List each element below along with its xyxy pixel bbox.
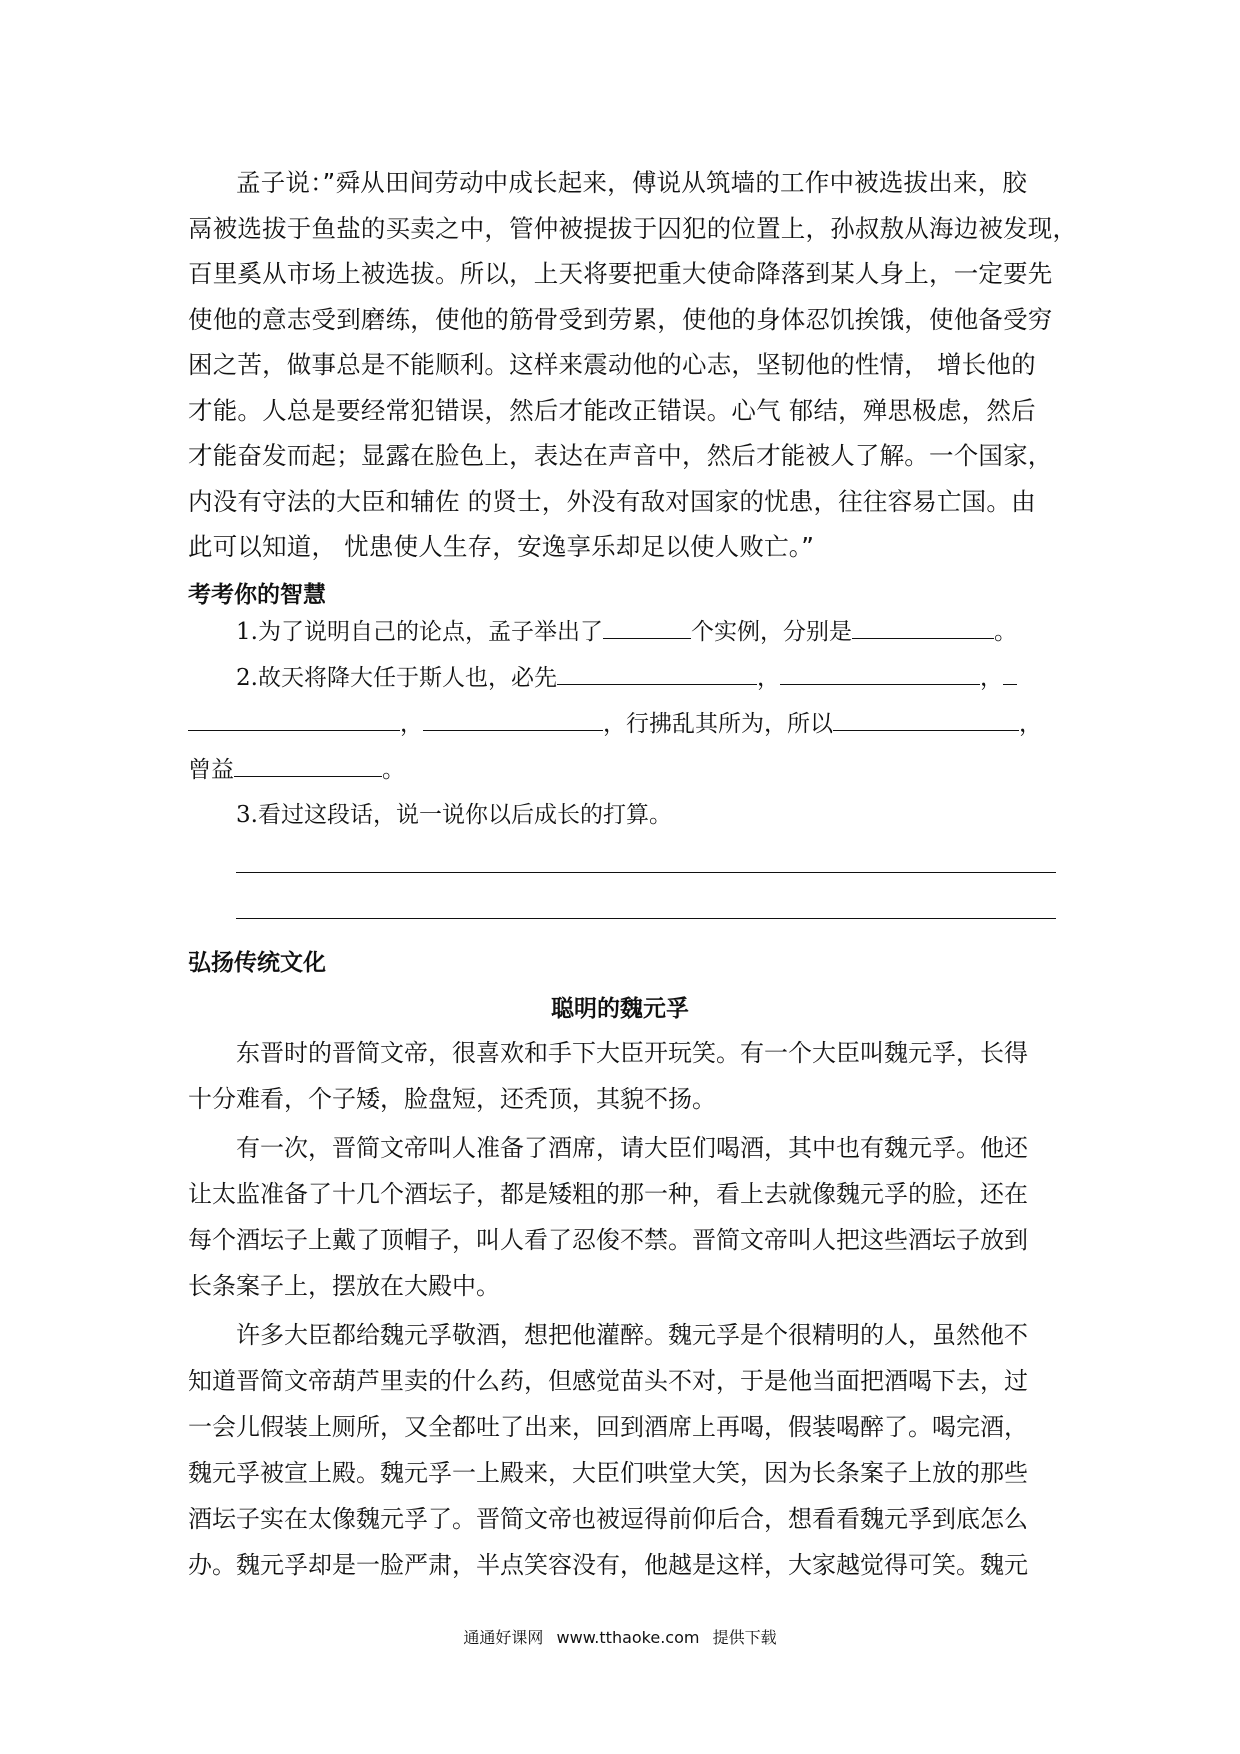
question-2-end: 。 — [382, 757, 405, 783]
text-line: 许多大臣都给魏元孚敬酒，想把他灌醉。魏元孚是个很精明的人，虽然他不 — [236, 1321, 1028, 1349]
text-line: 酒坛子实在太像魏元孚了。晋简文帝也被逗得前仰后合，想看看魏元孚到底怎么 — [188, 1505, 1028, 1533]
text-line: 长条案子上，摆放在大殿中。 — [188, 1272, 500, 1300]
footer-download-text: 提供下载 — [712, 1628, 777, 1647]
comma: ， — [1019, 711, 1042, 737]
answer-blank[interactable] — [780, 658, 980, 685]
footer-site-name: 通通好课网 — [463, 1628, 544, 1647]
text-line: 知道晋简文帝葫芦里卖的什么药，但感觉苗头不对，于是他当面把酒喝下去，过 — [188, 1367, 1028, 1395]
text-line: 孟子说：”舜从田间劳动中成长起来，傅说从筑墙的工作中被选拔出来，胶 — [236, 168, 1028, 197]
page-footer — [0, 1625, 1240, 1648]
question-1-text-a: 1.为了说明自己的论点，孟子举出了 — [236, 619, 603, 645]
question-2-text-c: 曾益 — [188, 757, 234, 783]
answer-writing-line[interactable] — [236, 918, 1056, 919]
story-paragraph — [188, 1125, 1056, 1309]
answer-blank[interactable] — [423, 704, 603, 731]
text-line: 才能。人总是要经常犯错误，然后才能改正错误。心气 郁结，殚思极虑，然后 — [188, 395, 1036, 425]
comma: ， — [979, 665, 1003, 691]
text-line: 使他的意志受到磨练，使他的筋骨受到劳累，使他的身体忍饥挨饿，使他备受穷 — [188, 304, 1053, 334]
comma: ， — [756, 665, 780, 691]
answer-blank[interactable] — [603, 612, 691, 639]
story-title: 聪明的魏元孚 — [551, 996, 689, 1021]
text-line: 十分难看，个子矮，脸盘短，还秃顶，其貌不扬。 — [188, 1085, 716, 1113]
question-2-text-a: 2.故天将降大任于斯人也，必先 — [236, 665, 557, 691]
text-line: 鬲被选拔于鱼盐的买卖之中，管仲被提拔于囚犯的位置上，孙叔敖从海边被发现， — [188, 213, 1078, 243]
text-line: 一会儿假装上厕所，又全都吐了出来，回到酒席上再喝，假装喝醉了。喝完酒， — [188, 1413, 1028, 1441]
text-line: 有一次，晋简文帝叫人准备了酒席，请大臣们喝酒，其中也有魏元孚。他还 — [236, 1134, 1028, 1162]
question-2-line-2 — [188, 704, 1042, 738]
question-1-end: 。 — [993, 619, 1017, 645]
comma: ， — [400, 711, 423, 737]
question-1 — [236, 612, 1017, 646]
text-line: 此可以知道， 忧患使人生存，安逸享乐却足以使人败亡。” — [188, 532, 815, 561]
answer-blank[interactable] — [1003, 658, 1017, 685]
text-line: 每个酒坛子上戴了顶帽子，叫人看了忍俊不禁。晋简文帝叫人把这些酒坛子放到 — [188, 1226, 1028, 1254]
text-line: 让太监准备了十几个酒坛子，都是矮粗的那一种，看上去就像魏元孚的脸，还在 — [188, 1180, 1028, 1208]
text-line: 困之苦，做事总是不能顺利。这样来震动他的心志，坚韧他的性情， 增长他的 — [188, 350, 1036, 379]
story-paragraph — [188, 1312, 1056, 1588]
question-2-line-3 — [188, 750, 405, 784]
answer-blank[interactable] — [852, 612, 994, 639]
text-line: 内没有守法的大臣和辅佐 的贤士，外没有敌对国家的忧患，往往容易亡国。由 — [188, 486, 1036, 516]
text-line: 百里奚从市场上被选拔。所以，上天将要把重大使命降落到某人身上，一定要先 — [188, 259, 1053, 288]
answer-blank[interactable] — [833, 704, 1019, 731]
text-line: 才能奋发而起；显露在脸色上，表达在声音中，然后才能被人了解。一个国家， — [188, 441, 1053, 470]
answer-blank[interactable] — [234, 750, 382, 777]
answer-writing-line[interactable] — [236, 872, 1056, 873]
story-paragraph — [188, 1030, 1056, 1122]
answer-blank[interactable] — [188, 704, 400, 731]
text-line: 魏元孚被宣上殿。魏元孚一上殿来，大臣们哄堂大笑，因为长条案子上放的那些 — [188, 1459, 1028, 1487]
mencius-translation-paragraph — [188, 160, 1078, 570]
answer-blank[interactable] — [557, 658, 757, 685]
question-1-text-b: 个实例，分别是 — [690, 619, 852, 645]
text-line: 东晋时的晋简文帝，很喜欢和手下大臣开玩笑。有一个大臣叫魏元孚，长得 — [236, 1039, 1028, 1067]
question-2-text-b: ，行拂乱其所为，所以 — [603, 711, 833, 737]
text-line: 办。魏元孚却是一脸严肃，半点笑容没有，他越是这样，大家越觉得可笑。魏元 — [188, 1551, 1028, 1579]
question-2-line-1 — [236, 658, 1017, 692]
footer-url[interactable]: www.tthaoke.com — [556, 1628, 700, 1647]
question-3: 3.看过这段话，说一说你以后成长的打算。 — [236, 802, 672, 828]
quiz-heading: 考考你的智慧 — [188, 582, 326, 607]
culture-heading: 弘扬传统文化 — [188, 950, 326, 975]
